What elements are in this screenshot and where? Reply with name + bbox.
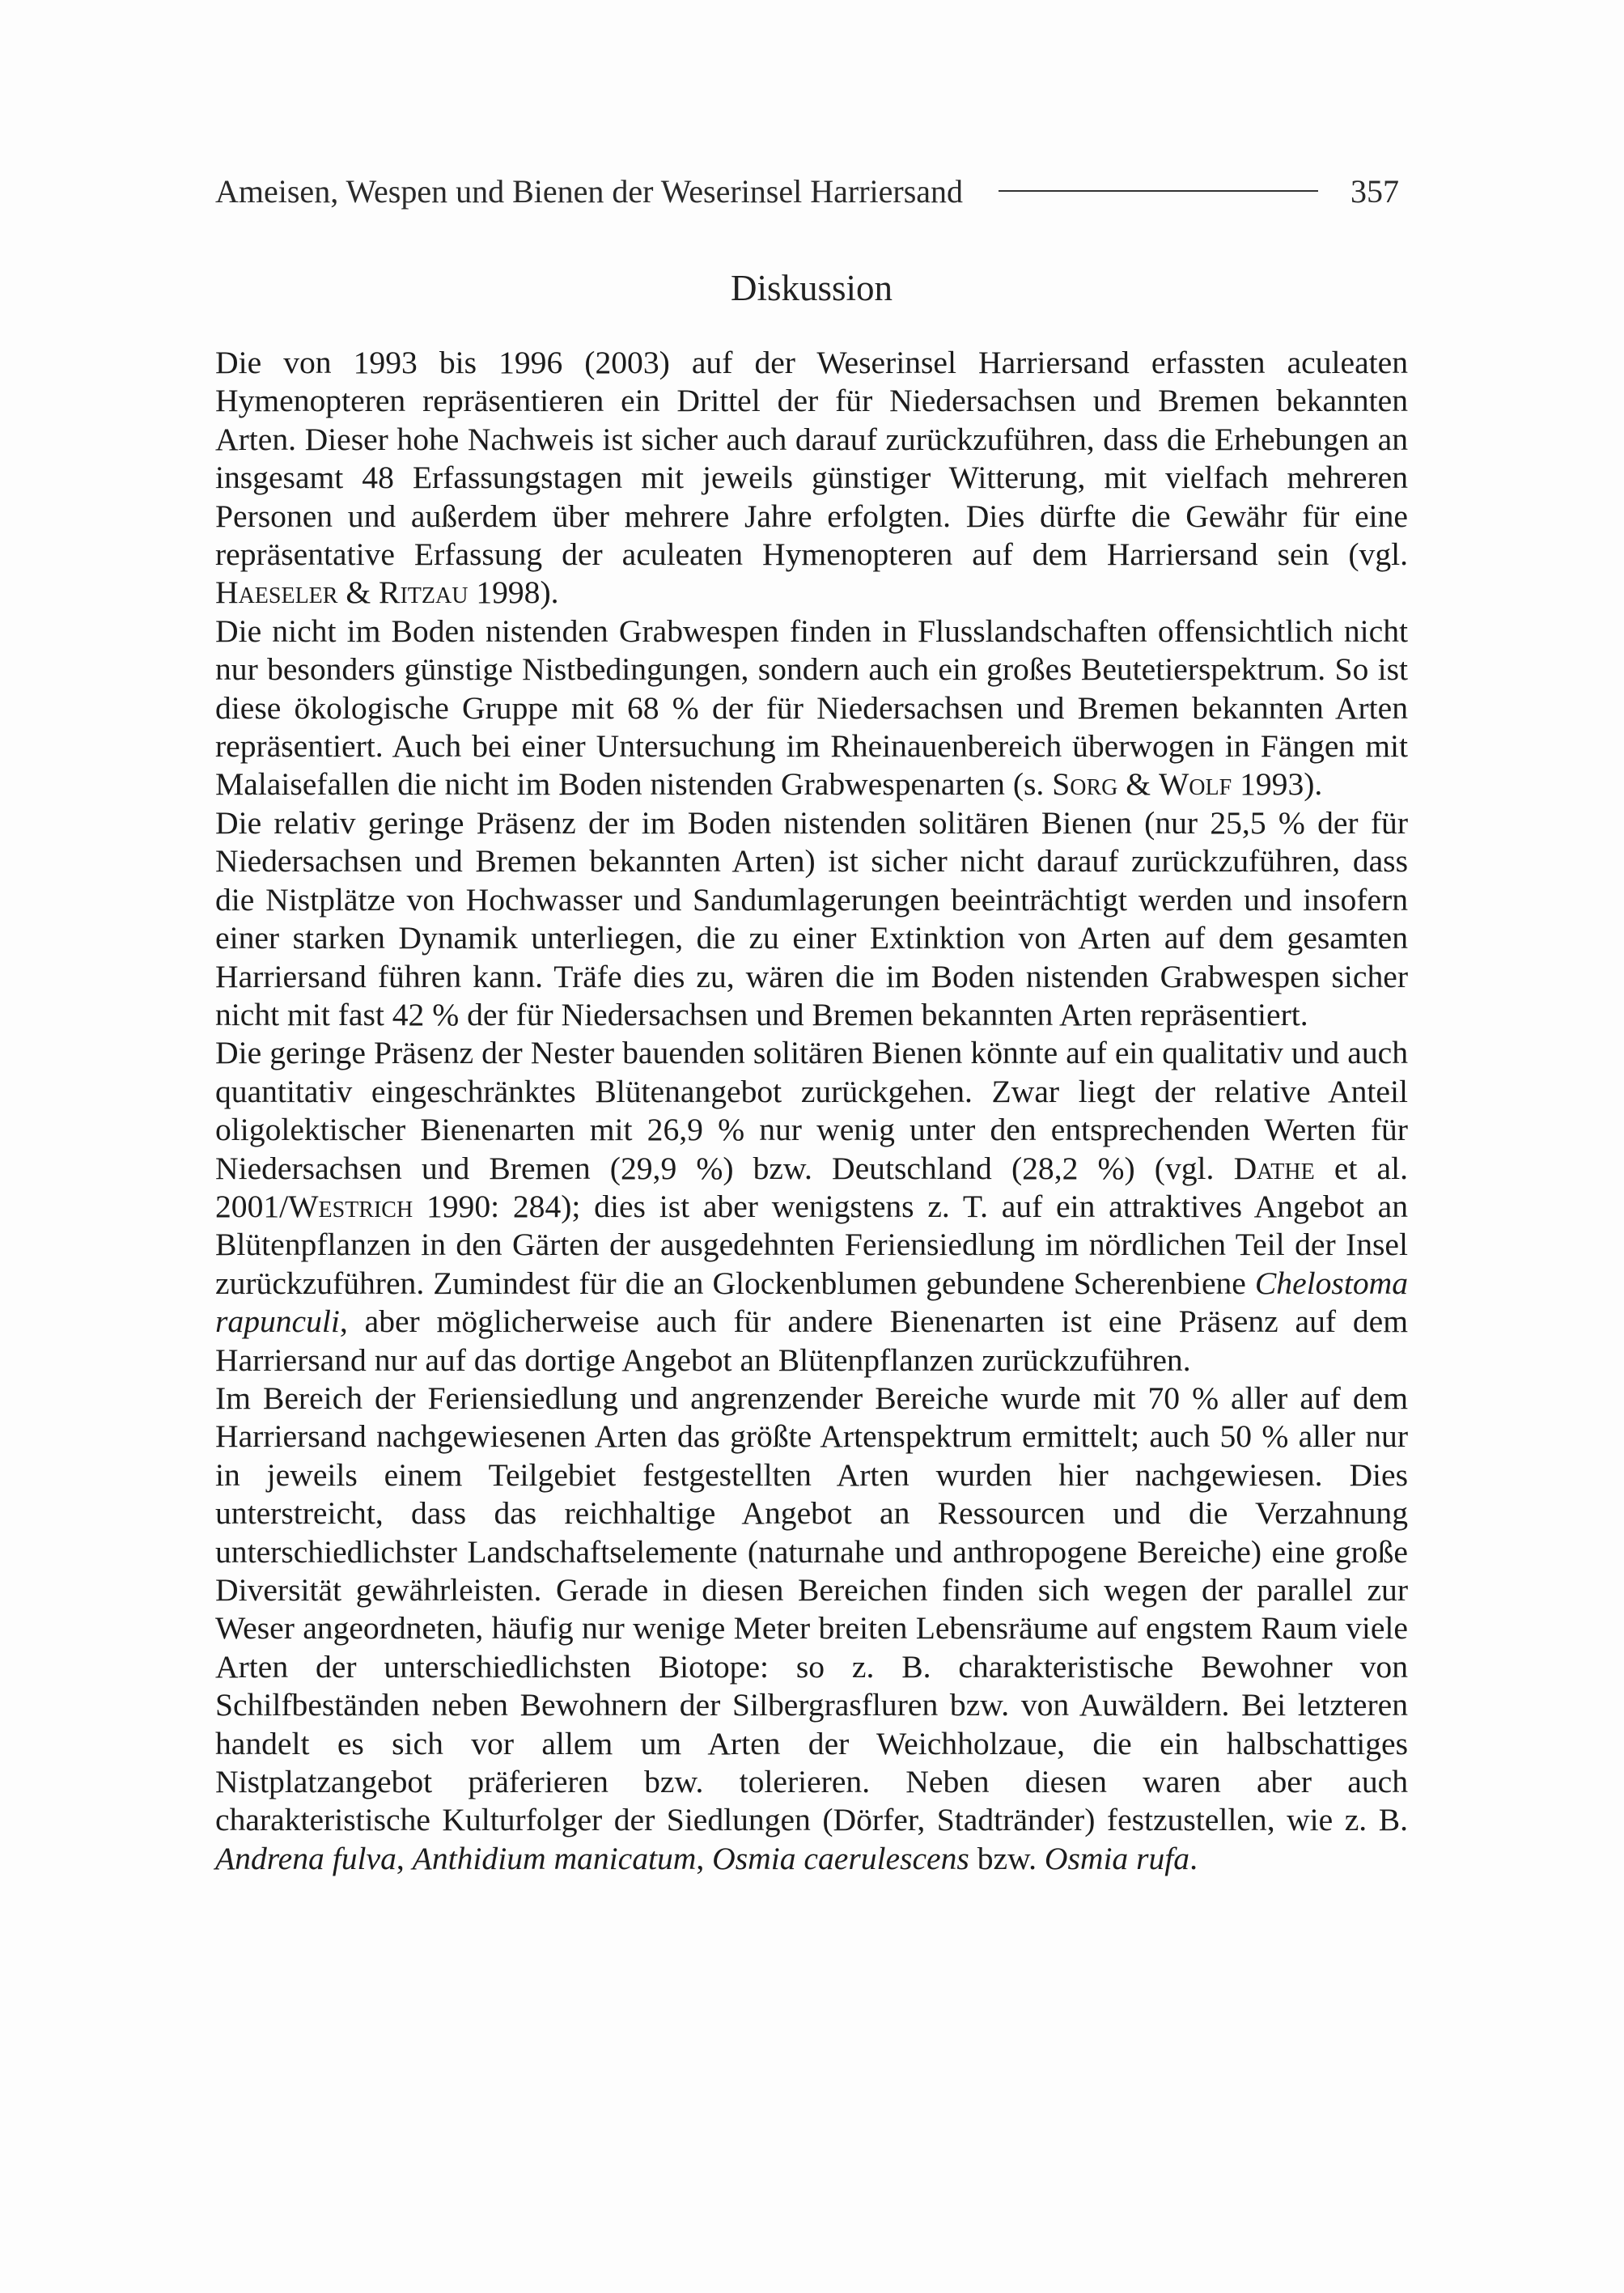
page-number: 357: [1351, 172, 1400, 210]
paragraph-2-text: Die nicht im Boden nistenden Grabwespen finden in Flusslandschaften offensichtlich nicht nur besonders günstige Nistbedingungen, sondern auch ein großes Beutetierspektrum. So ist diese ökologische Gruppe mit 68 % der für Niedersachsen und Bremen bekannten Arten repräsentiert. Auch bei einer Untersuchung im Rheinauenbereich überwogen in Fängen mit Malaisefallen die nicht im Boden nistenden Grabwespenarten (s.: [215, 612, 1408, 803]
paragraph-4-text: Die geringe Präsenz der Nester bauenden solitären Bienen könnte auf ein qualitativ und auch quantitativ eingeschränktes Blütenangebot zurückgehen. Zwar liegt der relative Anteil oligolektischer Bienenarten mit 26,9 % nur wenig unter den entsprechenden Werten für Niedersachsen und Bremen (29,9 %) bzw. Deutschland (28,2 %) (vgl.: [215, 1035, 1408, 1186]
paragraph-5-end: .: [1189, 1840, 1198, 1876]
paragraph-1-text: Die von 1993 bis 1996 (2003) auf der Weserinsel Harriersand erfassten aculeaten Hymenopteren repräsentieren ein Drittel der für Niedersachsen und Bremen bekannten Arten. Dieser hohe Nachweis ist sicher auch darauf zurückzuführen, dass die Erhebungen an insgesamt 48 Erfassungstagen mit jeweils günstiger Witterung, mit vielfach mehreren Personen und außerdem über mehrere Jahre erfolgten. Dies dürfte die Gewähr für eine repräsentative Erfassung der aculeaten Hymenopteren auf dem Harriersand sein (vgl.: [215, 345, 1408, 573]
section-title: Diskussion: [730, 268, 893, 308]
citation-author: Dathe: [1233, 1150, 1315, 1186]
paragraph-1-end: 1998).: [468, 574, 559, 611]
paragraph-1: [215, 344, 1408, 612]
paragraph-4-end: , aber möglicherweise auch für andere Bienenarten ist eine Präsenz auf dem Harriersand nur auf das dortige Angebot an Blütenpflanzen zurückzuführen.: [215, 1303, 1408, 1378]
species-separator: ,: [696, 1840, 713, 1876]
species-name: Andrena fulva: [215, 1840, 396, 1876]
citation-separator: &: [1117, 766, 1159, 803]
citation-author: Ritzau: [379, 574, 469, 611]
citation-author: Haeseler: [215, 574, 338, 611]
paragraph-3-text: Die relativ geringe Präsenz der im Boden nistenden solitären Bienen (nur 25,5 % der für Niedersachsen und Bremen bekannten Arten) ist sicher nicht darauf zurückzuführen, dass die Nistplätze von Hochwasser und Sandumlagerungen beeinträchtigt werden und insofern einer starken Dynamik unterliegen, die zu einer Extinktion von Arten auf dem gesamten Harriersand führen kann. Träfe dies zu, wären die im Boden nistenden Grabwespen sicher nicht mit fast 42 % der für Niedersachsen und Bremen bekannten Arten repräsentiert.: [215, 804, 1408, 1032]
species-name: Anthidium manicatum: [412, 1840, 697, 1876]
paragraph-3: [215, 804, 1408, 1034]
species-name: Osmia caerulescens: [712, 1840, 969, 1876]
running-head-title: Ameisen, Wespen und Bienen der Weserinsel Harriersand: [215, 172, 964, 210]
paragraph-5-text: Im Bereich der Feriensiedlung und angrenzender Bereiche wurde mit 70 % aller auf dem Harriersand nachgewiesenen Arten das größte Artenspektrum ermittelt; auch 50 % aller nur in jeweils einem Teilgebiet festgestellten Arten wurden hier nachgewiesen. Dies unterstreicht, dass das reichhaltige Angebot an Ressourcen und die Verzahnung unterschiedlichster Landschaftselemente (naturnahe und anthropogene Bereiche) eine große Diversität gewährleisten. Gerade in diesen Bereichen finden sich wegen der parallel zur Weser angeordneten, häufig nur wenige Meter breiten Lebensräume auf engstem Raum viele Arten der unterschiedlichsten Biotope: so z. B. charakteristische Bewohner von Schilfbeständen neben Bewohnern der Silbergrasfluren bzw. von Auwäldern. Bei letzteren handelt es sich vor allem um Arten der Weichholzaue, die ein halbschattiges Nistplatzangebot präferieren bzw. tolerieren. Neben diesen waren aber auch charakteristische Kulturfolger der Siedlungen (Dörfer, Stadtränder) festzustellen, wie z. B.: [215, 1380, 1408, 1838]
citation-separator: et al. 2001/: [215, 1150, 1408, 1224]
species-separator: ,: [396, 1840, 413, 1876]
citation-author: Westrich: [288, 1188, 413, 1224]
paragraph-2: [215, 612, 1408, 804]
body-text: [215, 344, 1408, 1878]
paragraph-4: [215, 1034, 1408, 1380]
species-name: Chelostoma rapunculi: [215, 1265, 1408, 1340]
species-separator: bzw.: [969, 1840, 1045, 1876]
citation-author: Wolf: [1158, 766, 1232, 803]
running-head-rule: [999, 190, 1318, 192]
paragraph-4-mid: 1990: 284); dies ist aber wenigstens z. T. auf ein attraktives Angebot an Blütenpflanzen in den Gärten der ausgedehnten Feriensiedlung im nördlichen Teil der Insel zurückzuführen. Zumindest für die an Glockenblumen gebundene Scherenbiene: [215, 1188, 1408, 1301]
species-name: Osmia rufa: [1044, 1840, 1190, 1876]
citation-separator: &: [337, 574, 379, 611]
paragraph-5: [215, 1380, 1408, 1878]
paragraph-2-end: 1993).: [1232, 766, 1323, 803]
running-head: [215, 167, 1408, 215]
citation-author: Sorg: [1052, 766, 1118, 803]
